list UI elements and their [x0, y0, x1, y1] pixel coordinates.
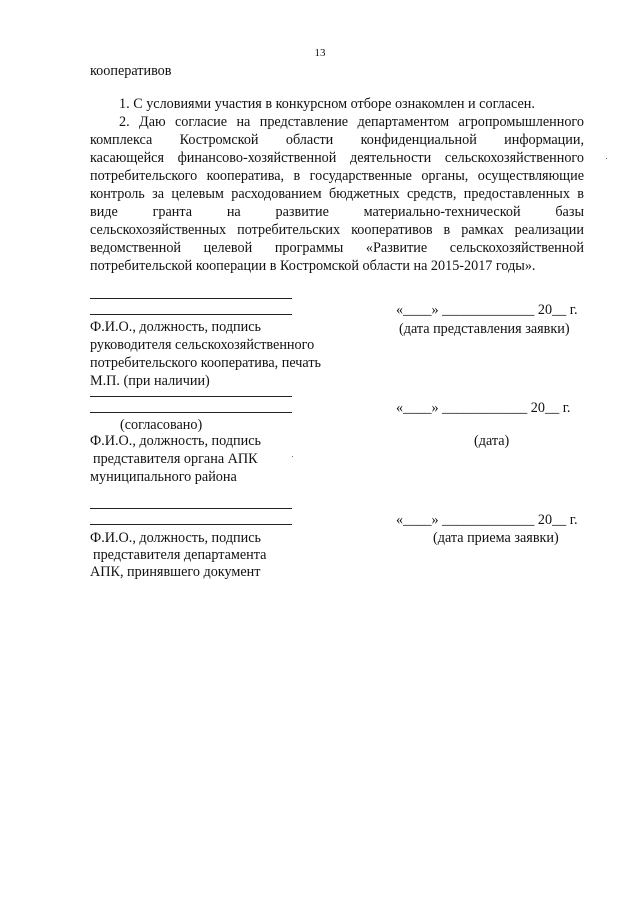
consent-item-2-line: виде гранта на развитие материально-технической базы: [90, 204, 584, 220]
date-caption: (дата приема заявки): [433, 530, 559, 546]
signature-caption-line: АПК, принявшего документ: [90, 564, 261, 580]
signature-caption-line: представителя органа АПК: [93, 451, 258, 467]
signature-caption-line: (согласовано): [120, 417, 203, 433]
signature-caption-line: Ф.И.О., должность, подпись: [90, 433, 261, 449]
signature-caption-line: потребительского кооператива, печать: [90, 355, 322, 371]
stray-mark: [606, 158, 607, 159]
date-caption: (дата представления заявки): [399, 321, 570, 337]
signature-line: [90, 508, 292, 509]
date-line: «____» _____________ 20__ г.: [396, 512, 578, 528]
signature-caption-line: руководителя сельскохозяйственного: [90, 337, 315, 353]
page-number: 13: [314, 47, 326, 59]
consent-item-2-line: контроль за целевым расходованием бюджетных средств, предоставленных в: [90, 186, 584, 202]
date-line: «____» ____________ 20__ г.: [396, 400, 571, 416]
stray-mark: [292, 456, 293, 457]
signature-caption-line: представителя департамента: [93, 547, 267, 563]
signature-line: [90, 298, 292, 299]
signature-line: [90, 396, 292, 397]
consent-item-2-line: сельскохозяйственных потребительских кооперативов в рамках реализации: [90, 222, 584, 238]
consent-item-2-line: потребительской кооперации в Костромской области на 2015-2017 годы».: [90, 258, 536, 274]
consent-item-2-line: комплекса Костромской области конфиденциальной информации,: [90, 132, 584, 148]
consent-item-2-line: потребительского кооператива, в государственные органы, осуществляющие: [90, 168, 584, 184]
signature-caption-line: М.П. (при наличии): [90, 373, 210, 389]
consent-item-2-line: 2. Даю согласие на представление департаментом агропромышленного: [119, 114, 584, 130]
signature-line: [90, 524, 292, 525]
date-caption: (дата): [474, 433, 510, 449]
signature-line: [90, 314, 292, 315]
signature-caption-line: Ф.И.О., должность, подпись: [90, 530, 261, 546]
consent-item-2-line: ведомственной целевой программы «Развитие сельскохозяйственной: [90, 240, 584, 256]
continuation-text: кооперативов: [90, 63, 172, 79]
signature-caption-line: муниципального района: [90, 469, 237, 485]
signature-line: [90, 412, 292, 413]
consent-item-1: 1. С условиями участия в конкурсном отборе ознакомлен и согласен.: [119, 96, 535, 112]
date-line: «____» _____________ 20__ г.: [396, 302, 578, 318]
signature-caption-line: Ф.И.О., должность, подпись: [90, 319, 261, 335]
consent-item-2-line: касающейся финансово-хозяйственной деятельности сельскохозяйственного: [90, 150, 584, 166]
